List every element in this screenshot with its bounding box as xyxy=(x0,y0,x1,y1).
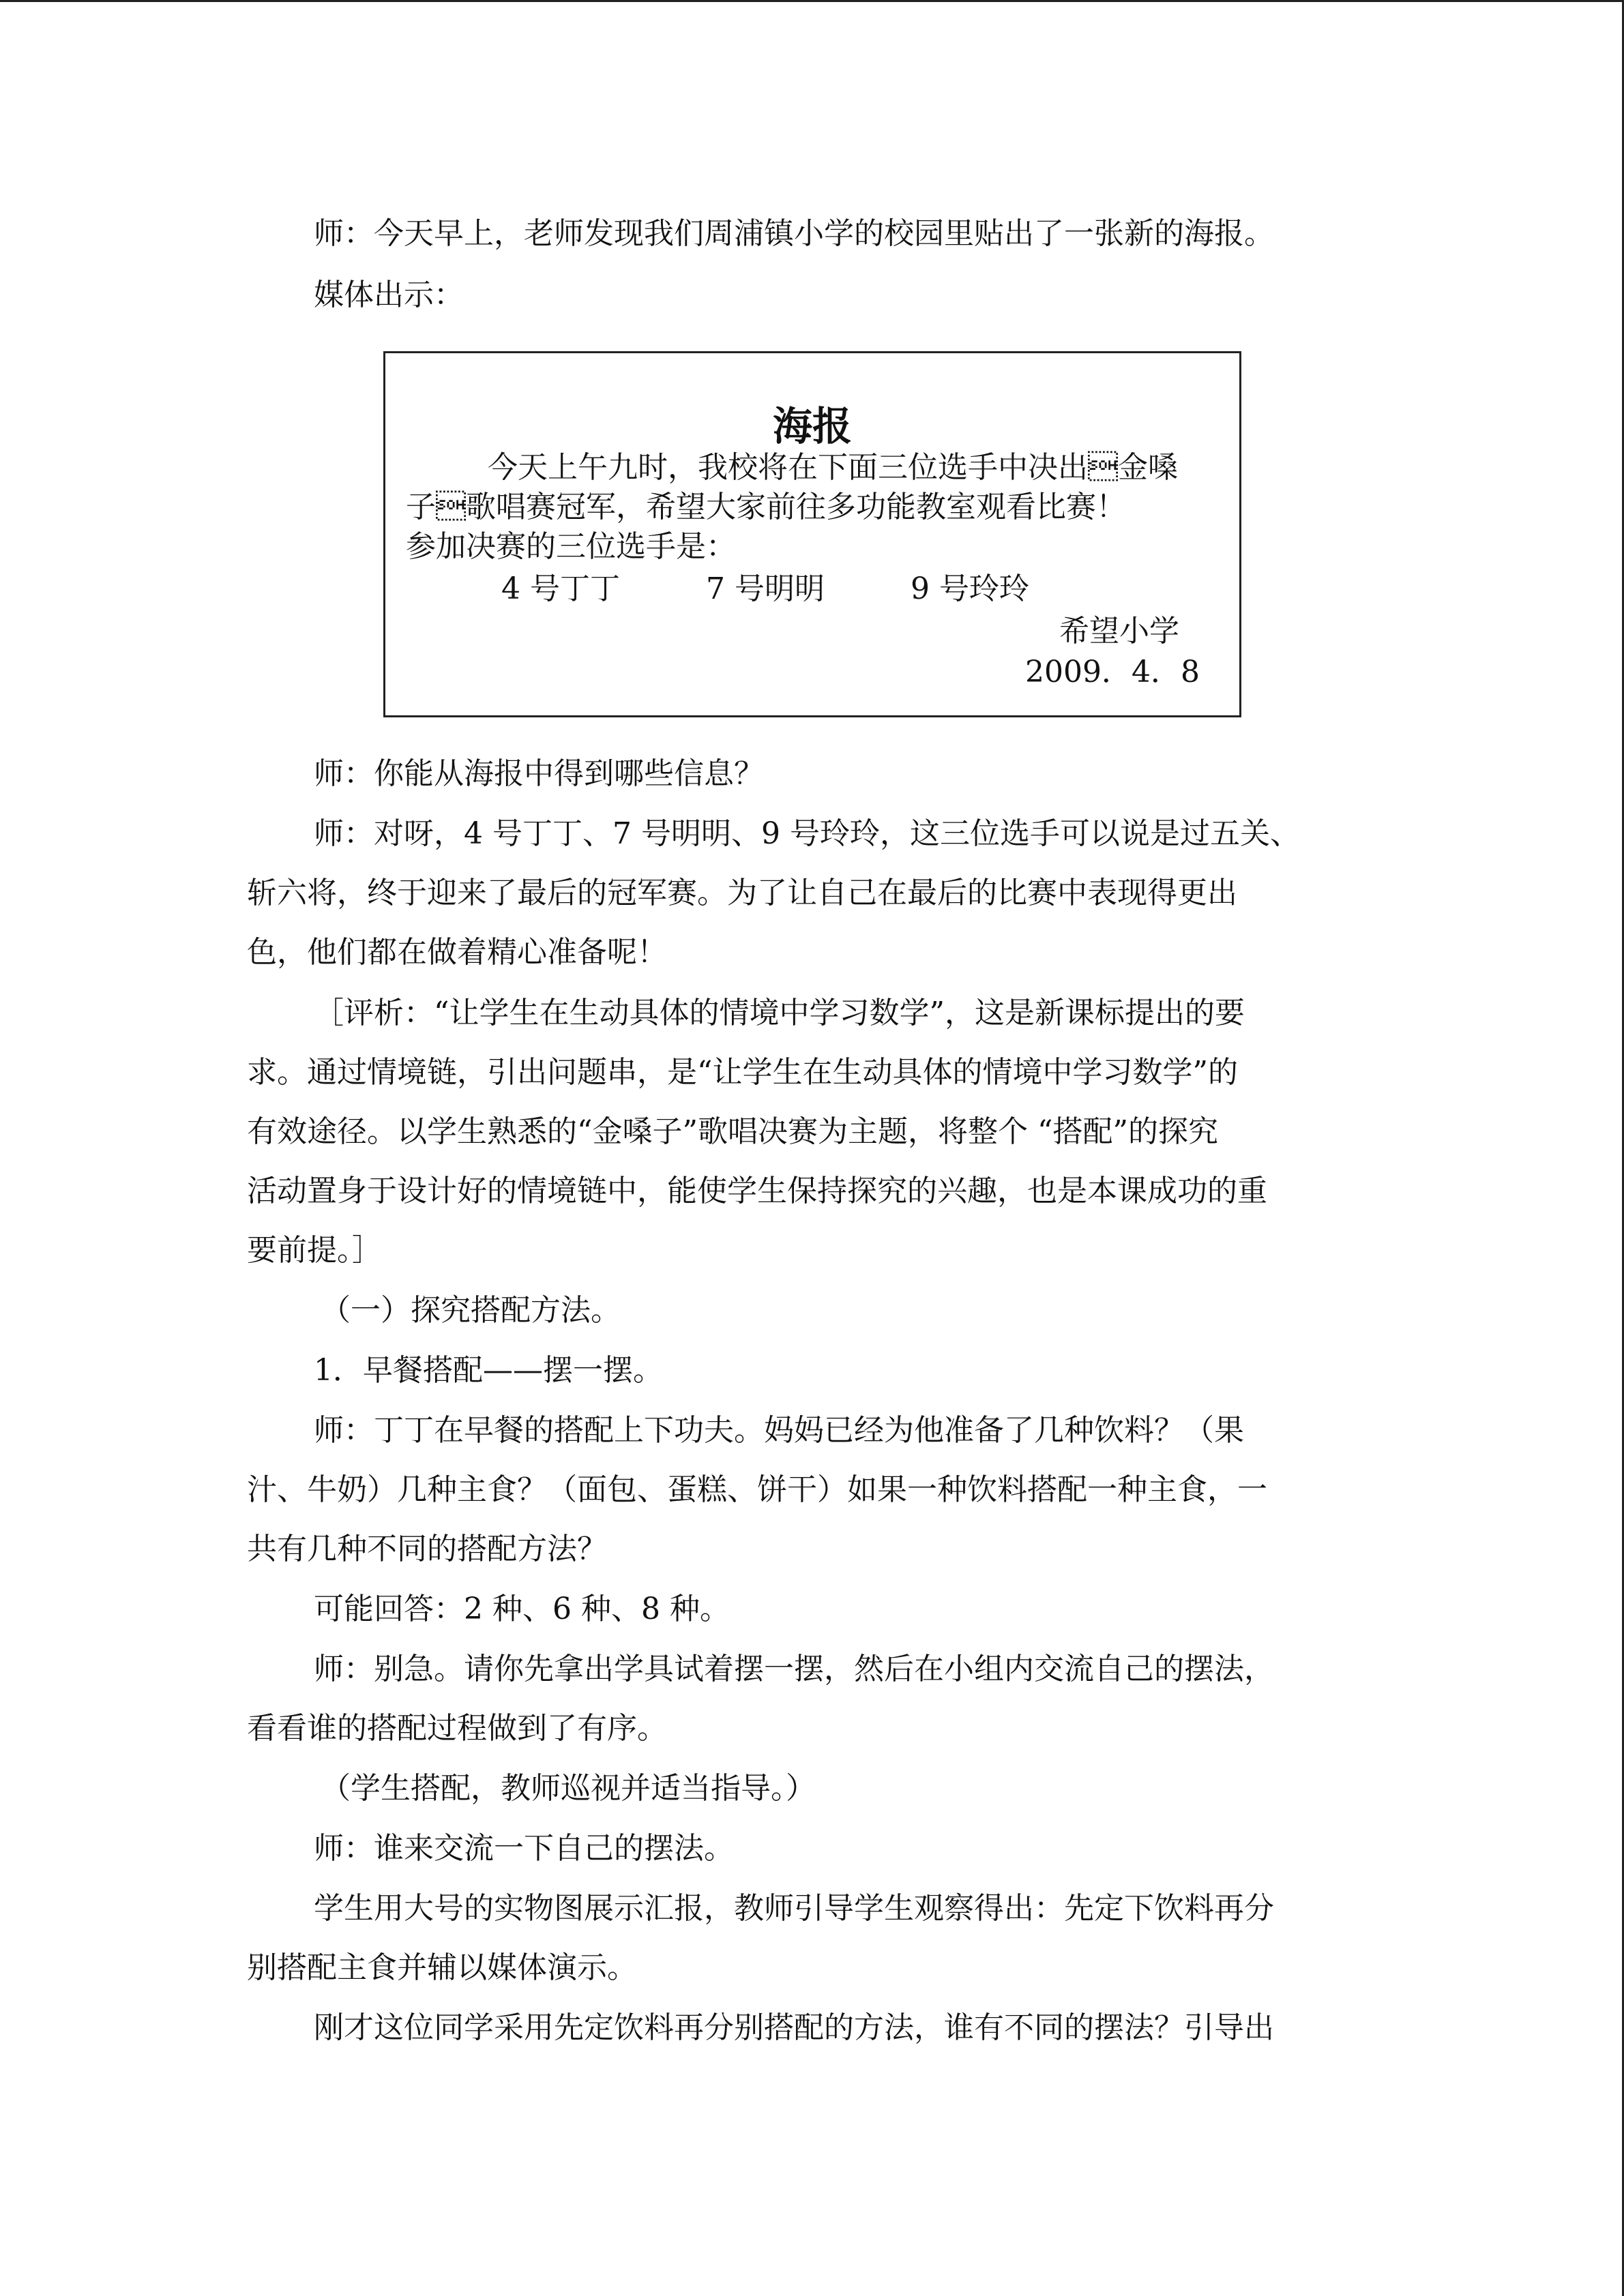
paragraph-comment-3: 有效途径。以学生熟悉的“金嗓子”歌唱决赛为主题，将整个 “搭配”的探究 xyxy=(247,1114,1218,1149)
paragraph-teacher-contestants-3: 色，他们都在做着精心准备呢！ xyxy=(247,935,667,970)
paragraph-comment-2: 求。通过情境链，引出问题串，是“让学生在生动具体的情境中学习数学”的 xyxy=(247,1055,1238,1090)
poster-title: 海报 xyxy=(772,403,852,449)
paragraph-breakfast-1: 师：丁丁在早餐的搭配上下功夫。妈妈已经为他准备了几种饮料？（果 xyxy=(314,1413,1244,1448)
paragraph-comment-4: 活动置身于设计好的情境链中，能使学生保持探究的兴趣，也是本课成功的重 xyxy=(247,1174,1267,1208)
paragraph-possible-answer: 可能回答：2 种、6 种、8 种。 xyxy=(314,1592,730,1626)
poster-line-2: 子歌唱赛冠军，希望大家前往多功能教室观看比赛！ xyxy=(406,490,1126,524)
paragraph-student-report-2: 别搭配主食并辅以媒体演示。 xyxy=(247,1950,637,1985)
poster-contestant-2: 7 号明明 xyxy=(706,571,825,606)
paragraph-student-report-1: 学生用大号的实物图展示汇报，教师引导学生观察得出：先定下饮料再分 xyxy=(314,1891,1274,1926)
paragraph-comment-1: ［评析：“让学生在生动具体的情境中学习数学”，这是新课标提出的要 xyxy=(314,996,1245,1030)
paragraph-breakfast-3: 共有几种不同的搭配方法？ xyxy=(247,1532,607,1566)
poster-contestant-1: 4 号丁丁 xyxy=(501,571,620,606)
paragraph-teacher-contestants-1: 师：对呀，4 号丁丁、7 号明明、9 号玲玲，这三位选手可以说是过五关、 xyxy=(314,816,1300,851)
paragraph-question: 师：你能从海报中得到哪些信息？ xyxy=(314,756,764,791)
paragraph-media-show: 媒体出示： xyxy=(314,278,464,312)
poster-date: 2009．4．8 xyxy=(1025,655,1200,689)
poster-line-1: 今天上午九时，我校将在下面三位选手中决出金嗓 xyxy=(488,450,1178,485)
paragraph-teacher-wait-2: 看看谁的搭配过程做到了有序。 xyxy=(247,1711,667,1746)
poster-line-3: 参加决赛的三位选手是： xyxy=(406,529,736,564)
poster-contestant-3: 9 号玲玲 xyxy=(911,571,1029,606)
paragraph-different-method: 刚才这位同学采用先定饮料再分别搭配的方法，谁有不同的摆法？引导出 xyxy=(314,2010,1274,2045)
paragraph-teacher-wait-1: 师：别急。请你先拿出学具试着摆一摆，然后在小组内交流自己的摆法， xyxy=(314,1652,1274,1686)
paragraph-teacher-intro: 师：今天早上，老师发现我们周浦镇小学的校园里贴出了一张新的海报。 xyxy=(314,216,1274,251)
paragraph-teacher-share: 师：谁来交流一下自己的摆法。 xyxy=(314,1831,734,1866)
poster-box xyxy=(383,351,1241,717)
paragraph-comment-5: 要前提。］ xyxy=(247,1233,382,1268)
paragraph-teacher-contestants-2: 斩六将，终于迎来了最后的冠军赛。为了让自己在最后的比赛中表现得更出 xyxy=(247,876,1237,910)
subsection-heading: 1．早餐搭配——摆一摆。 xyxy=(314,1353,663,1388)
section-heading: （一）探究搭配方法。 xyxy=(321,1293,621,1328)
paragraph-student-activity: （学生搭配，教师巡视并适当指导。） xyxy=(321,1771,816,1806)
page-border-top xyxy=(0,0,1624,2)
poster-signature: 希望小学 xyxy=(1059,614,1179,648)
paragraph-breakfast-2: 汁、牛奶）几种主食？（面包、蛋糕、饼干）如果一种饮料搭配一种主食，一 xyxy=(247,1472,1267,1507)
